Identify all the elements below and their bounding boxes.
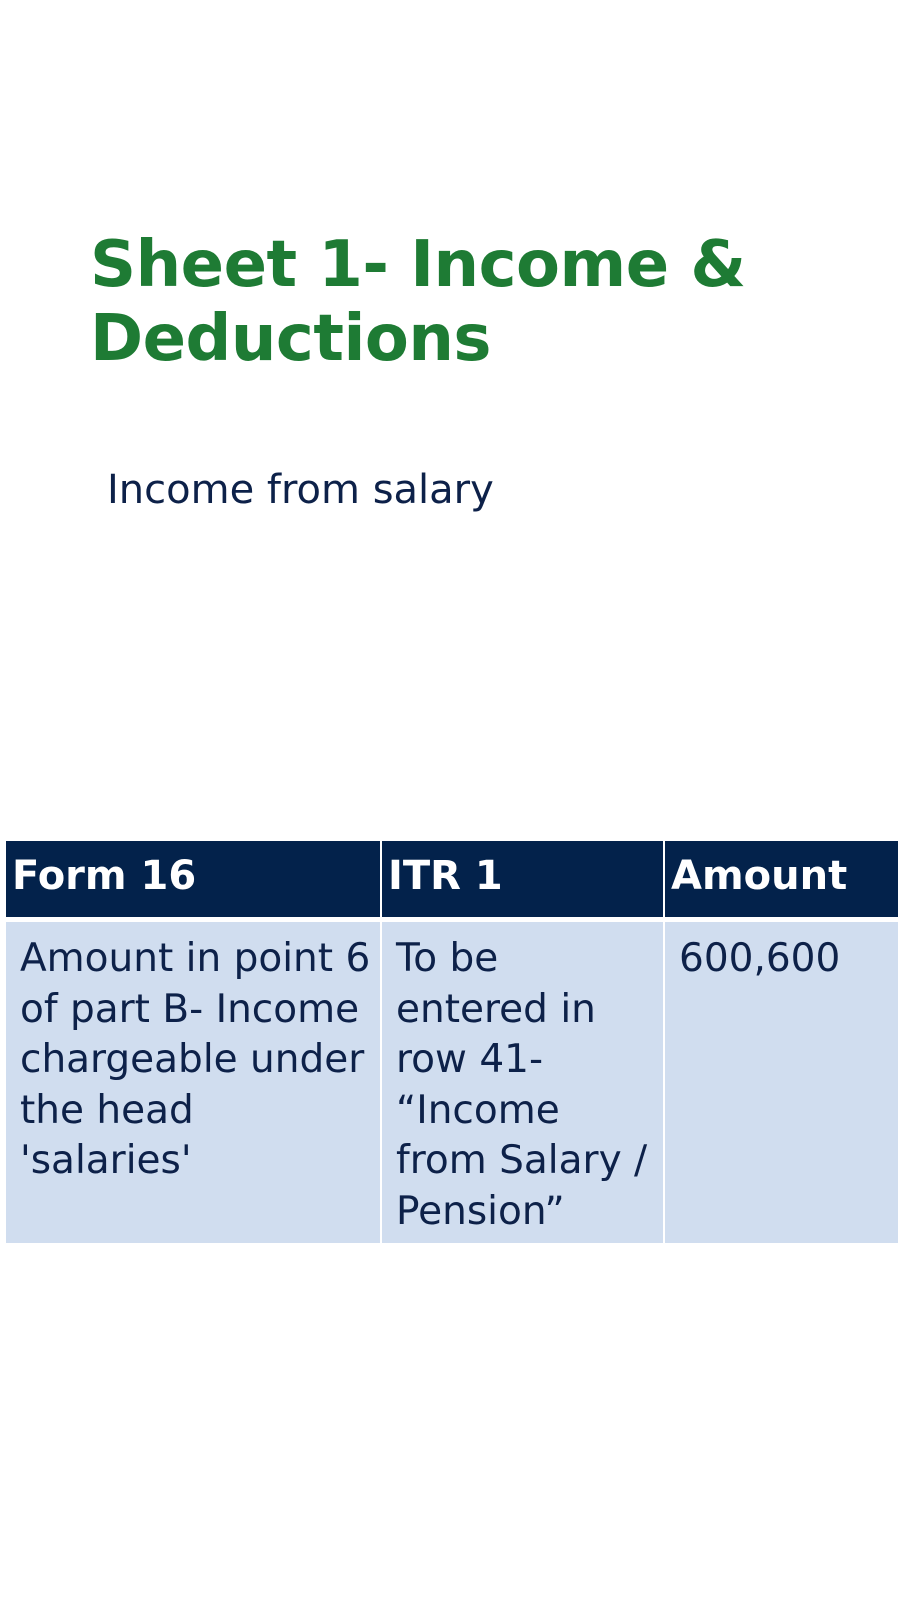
table-header-row	[5, 840, 899, 920]
page-title: Sheet 1- Income & Deductions	[90, 228, 746, 376]
header-itr1: ITR 1	[381, 840, 664, 920]
header-form16: Form 16	[5, 840, 381, 920]
form16-itr1-mapping-table	[4, 839, 900, 1245]
section-subtitle: Income from salary	[107, 467, 494, 513]
cell-amount-value: 600,600	[664, 920, 899, 1245]
table-row	[5, 920, 899, 1245]
cell-itr1-description: To be entered in row 41- “Income from Salary / Pension”	[381, 920, 664, 1245]
header-amount: Amount	[664, 840, 899, 920]
cell-form16-description: Amount in point 6 of part B- Income chargeable under the head 'salaries'	[5, 920, 381, 1245]
